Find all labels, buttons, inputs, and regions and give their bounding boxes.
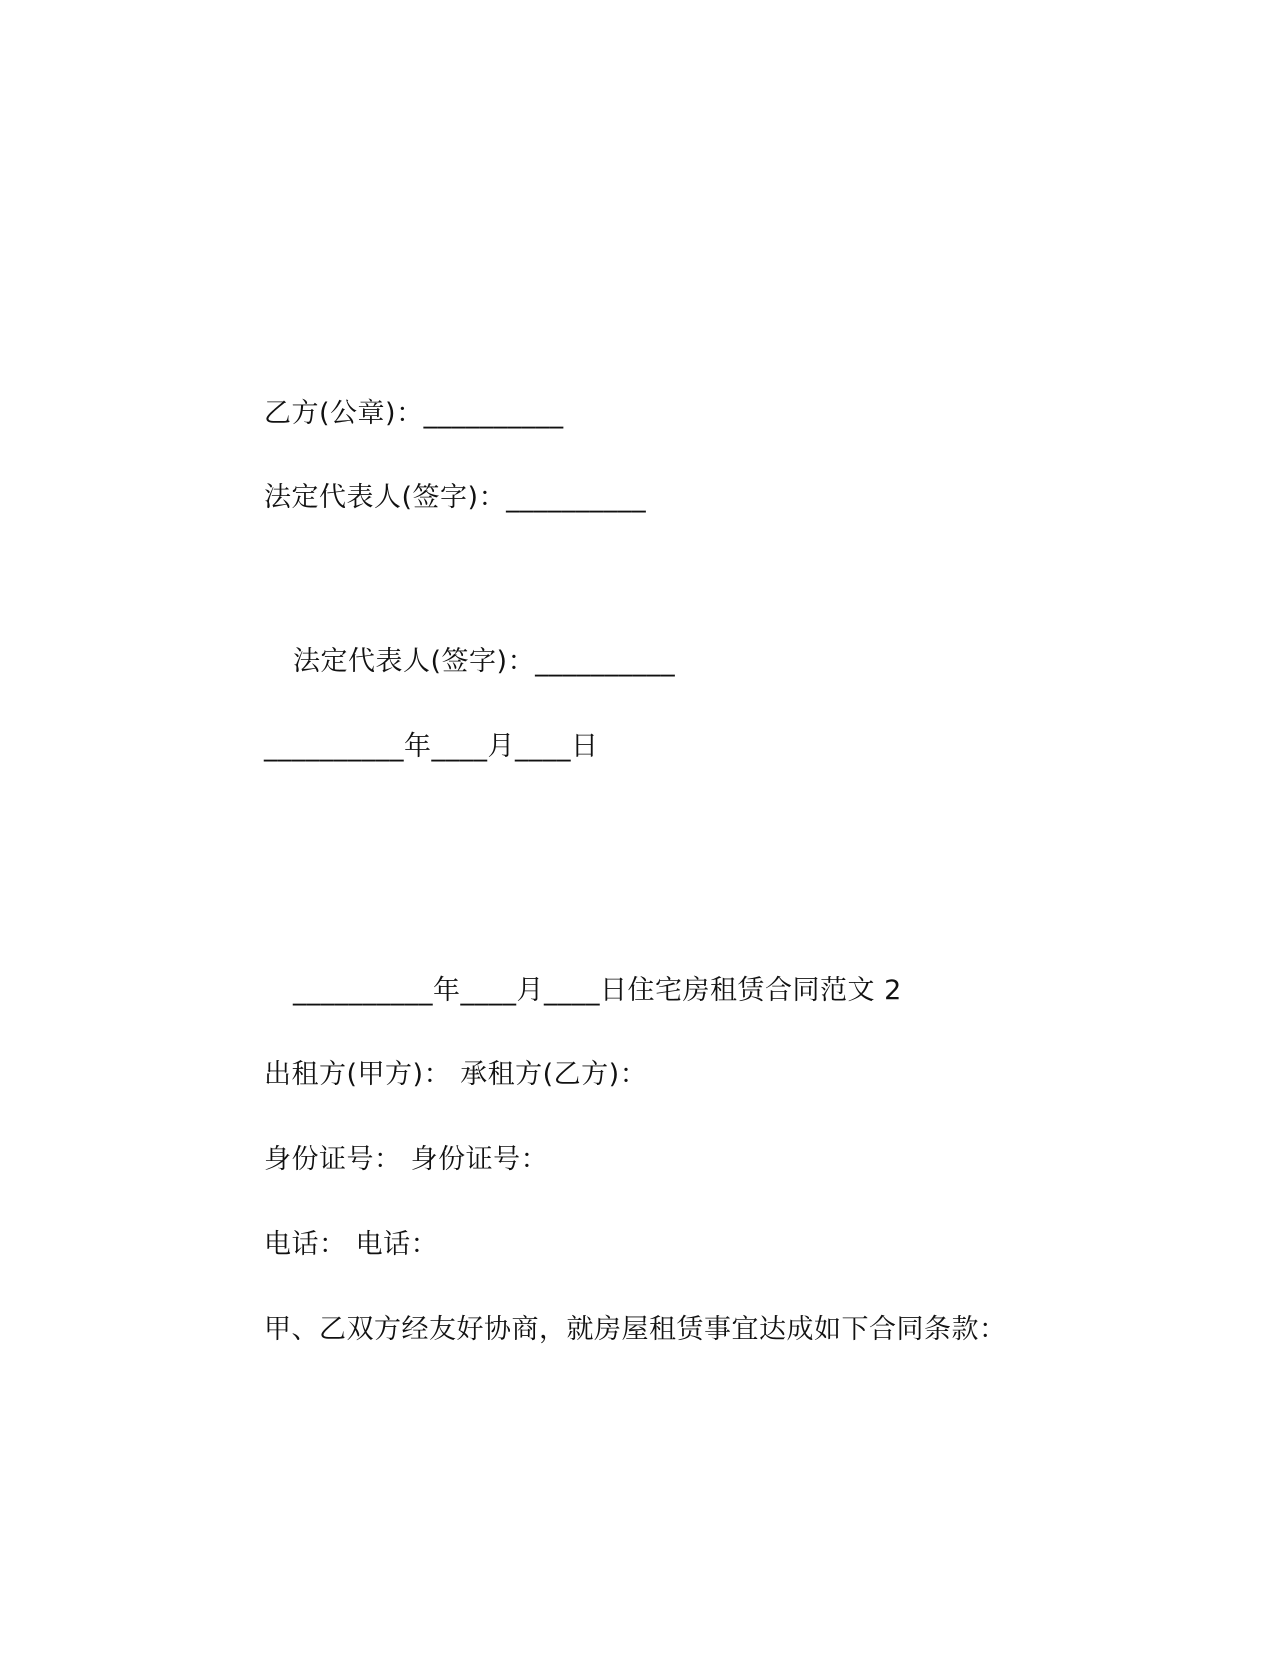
- contract-title-line: __________年____月____日住宅房租赁合同范文 2: [293, 975, 902, 1006]
- legal-representative-signature-line-2: 法定代表人(签字)：__________: [293, 646, 676, 677]
- date-line: __________年____月____日: [264, 731, 599, 762]
- id-number-line: 身份证号： 身份证号：: [264, 1144, 549, 1175]
- party-b-seal-line: 乙方(公章)：__________: [264, 398, 564, 429]
- parties-line: 出租方(甲方)： 承租方(乙方)：: [264, 1059, 648, 1090]
- legal-representative-signature-line: 法定代表人(签字)：__________: [264, 482, 647, 513]
- agreement-intro-line: 甲、乙双方经友好协商，就房屋租赁事宜达成如下合同条款：: [264, 1314, 1007, 1345]
- phone-line: 电话： 电话：: [264, 1229, 439, 1260]
